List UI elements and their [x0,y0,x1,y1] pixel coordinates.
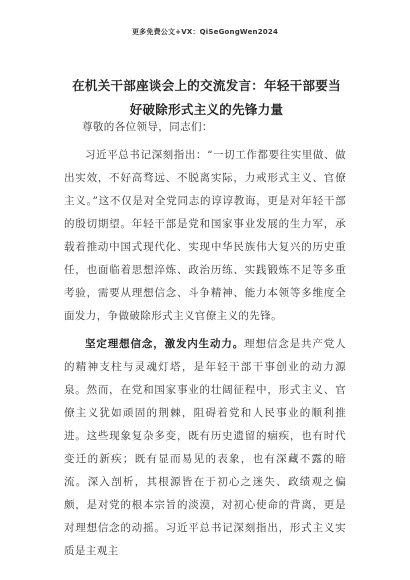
section-heading: 坚定理想信念，激发内生动力。 [85,338,245,350]
document-title: 在机关干部座谈会上的交流发言：年轻干部要当好破除形式主义的先锋力量 [72,78,341,117]
header-note: 更多免费公文+VX：QiSeGongWen2024 [131,28,279,36]
salutation: 尊敬的各位领导，同志们： [82,121,213,133]
paragraph-section-1 [64,333,346,563]
section-text: 理想信念是共产党人的精神支柱与灵魂灯塔，是年轻干部干事创业的动力源泉。然而，在党和国家事业的壮阔征程中，形式主义、官僚主义犹如顽固的荆棘，阻碍着党和人民事业的顺利推进。这些现象复杂多变，既有历史遗留的痼疾，也有时代变迁的新疾；既有显而易见的表象，也有深藏不露的暗流。深入剖析，其根源皆在于初心之迷失、政绩观之偏颇，是对党的根本宗旨的淡漠，对初心使命的背离，更是对理想信念的动摇。习近平总书记深刻指出，形式主义实质是主观主 [64,338,346,557]
paragraph-intro: 习近平总书记深刻指出：“一切工作都要往实里做、做出实效，不好高骛远、不脱离实际，力戒形式主义、官僚主义。”这不仅是对全党同志的谆谆教诲，更是对年轻干部的殷切期望。年轻干部是党和国家事业发展的生力军，承载着推动中国式现代化、实现中华民族伟大复兴的历史重任，也面临着思想淬炼、政治历练、实践锻炼不足等多重考验，需要从理想信念、斗争精神、能力本领等多维度全面发力，争做破除形式主义官僚主义的先锋。 [64,149,346,322]
document-body [64,116,346,568]
